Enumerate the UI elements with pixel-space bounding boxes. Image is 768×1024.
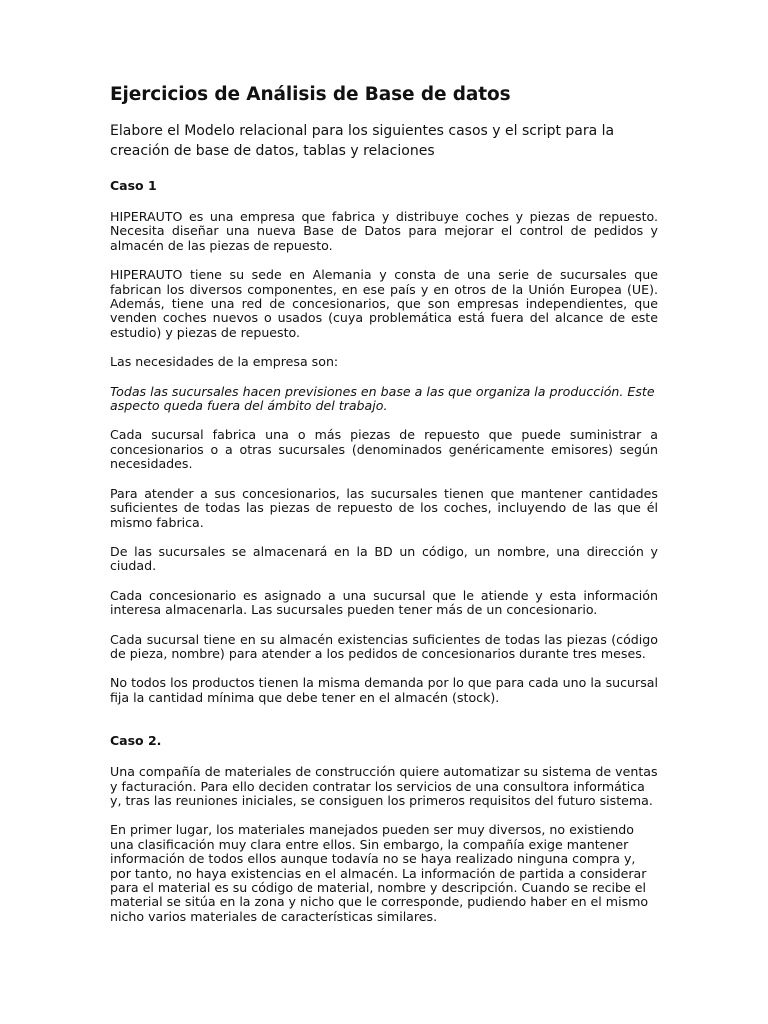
case-2-paragraph: En primer lugar, los materiales manejados pueden ser muy diversos, no existiendo una clasificación muy clara entre ellos. Sin embargo, la compañía exige mantener información de todos ellos aunque todavía no se haya realizado ninguna compra y, por tanto, no haya existencias en el almacén. La información de partida a considerar para el material es su código de material, nombre y descripción. Cuando se recibe el material se sitúa en la zona y nicho que le corresponde, pudiendo haber en el mismo nicho varios materiales de características similares. — [110, 822, 649, 924]
case-1-paragraph: No todos los productos tienen la misma demanda por lo que para cada uno la sucursal fija la cantidad mínima que debe tener en el almacén (stock). — [110, 675, 658, 705]
case-1-paragraph: Para atender a sus concesionarios, las sucursales tienen que mantener cantidades suficientes de todas las piezas de repuesto de los coches, incluyendo de las que él mismo fabrica. — [110, 485, 658, 530]
case-1-paragraph: Cada sucursal tiene en su almacén existencias suficientes de todas las piezas (código de pieza, nombre) para atender a los pedidos de concesionarios durante tres meses. — [110, 631, 658, 661]
case-1-paragraph: Cada sucursal fabrica una o más piezas de repuesto que puede suministrar a concesionarios o a otras sucursales (denominados genéricamente emisores) según necesidades. — [110, 427, 658, 472]
case-1-paragraph: Cada concesionario es asignado a una sucursal que le atiende y esta información interesa almacenarla. Las sucursales pueden tener más de un concesionario. — [110, 587, 658, 618]
document-content — [110, 84, 658, 939]
case-1-italic-note: Todas las sucursales hacen previsiones en base a las que organiza la producción. Este aspecto queda fuera del ámbito del trabajo. — [110, 383, 655, 414]
case-1-heading: Caso 1 — [110, 178, 157, 193]
document-subtitle: Elabore el Modelo relacional para los siguientes casos y el script para la creación de base de datos, tablas y relaciones — [110, 123, 615, 159]
case-2-paragraph: Una compañía de materiales de construcción quiere automatizar su sistema de ventas y facturación. Para ello deciden contratar los servicios de una consultora informática y, tras las reuniones iniciales, se consiguen los primeros requisitos del futuro sistema. — [110, 764, 658, 808]
case-1-paragraph: De las sucursales se almacenará en la BD un código, un nombre, una dirección y ciudad. — [110, 543, 658, 574]
case-1-paragraph: Las necesidades de la empresa son: — [110, 354, 339, 370]
case-1-paragraph: HIPERAUTO es una empresa que fabrica y distribuye coches y piezas de repuesto. Necesita diseñar una nueva Base de Datos para mejorar el control de pedidos y almacén de las piezas de repuesto. — [110, 209, 658, 253]
case-1-paragraph: HIPERAUTO tiene su sede en Alemania y consta de una serie de sucursales que fabrican los diversos componentes, en ese país y en otros de la Unión Europea (UE). Además, tiene una red de concesionarios, que son empresas independientes, que venden coches nuevos o usados (cuya problemática está fuera del alcance de este estudio) y piezas de repuesto. — [110, 267, 658, 340]
document-title: Ejercicios de Análisis de Base de datos — [110, 84, 511, 105]
section-spacer — [110, 720, 658, 733]
case-2-heading: Caso 2. — [110, 733, 162, 749]
